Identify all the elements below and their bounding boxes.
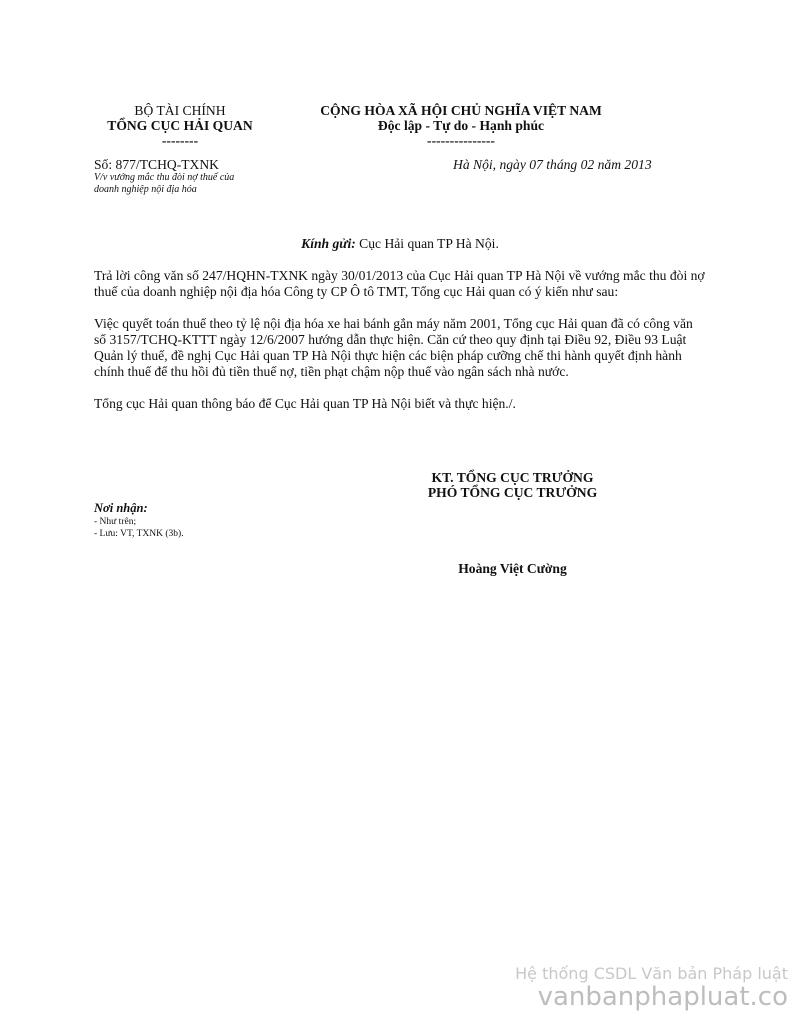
nation-motto: Độc lập - Tự do - Hạnh phúc — [377, 118, 545, 133]
agency-department: TỔNG CỤC HẢI QUAN — [107, 118, 253, 133]
signature-title — [395, 470, 630, 500]
doc-subject — [94, 172, 234, 196]
nation-separator: --------------- — [427, 133, 495, 148]
body-paragraph-3: Tổng cục Hải quan thông báo để Cục Hải quan TP Hà Nội biết và thực hiện./. — [94, 396, 516, 411]
agency-ministry: BỘ TÀI CHÍNH — [134, 103, 226, 118]
signer-name: Hoàng Việt Cường — [458, 561, 567, 576]
agency-separator: -------- — [161, 133, 199, 148]
recipients-list — [94, 516, 184, 540]
watermark-line1: Hệ thống CSDL Văn bản Pháp luật — [515, 964, 788, 983]
nation-block — [300, 103, 622, 148]
recipient-name: Cục Hải quan TP Hà Nội. — [355, 236, 499, 251]
body-paragraph-2: Việc quyết toán thuế theo tỷ lệ nội địa hóa xe hai bánh gắn máy năm 2001, Tổng cục Hải quan đã có công văn số 3157/TCHQ-KTTT ngày 12/6/2007 hướng dẫn thực hiện. Căn cứ theo quy định tại Điều 92, Điều 93 Luật Quản lý thuế, đề nghị Cục Hải quan TP Hà Nội thực hiện các biện pháp cưỡng chế thi hành quyết định hành chính thuế để thu hồi đủ tiền thuế nợ, tiền phạt chậm nộp thuế vào ngân sách nhà nước. — [94, 316, 693, 379]
doc-number: Số: 877/TCHQ-TXNK — [94, 157, 219, 172]
recipients-label: Nơi nhận: — [94, 501, 148, 515]
doc-subject-line2: doanh nghiệp nội địa hóa — [94, 184, 197, 195]
body-paragraph-1: Trả lời công văn số 247/HQHN-TXNK ngày 30/01/2013 của Cục Hải quan TP Hà Nội về vướng mắc thu đòi nợ thuế của doanh nghiệp nội địa hóa Công ty CP Ô tô TMT, Tổng cục Hải quan có ý kiến như sau: — [94, 268, 705, 299]
recipients-item: - Lưu: VT, TXNK (3b). — [94, 529, 184, 539]
place-date: Hà Nội, ngày 07 tháng 02 năm 2013 — [453, 157, 652, 172]
signature-title-line2: PHÓ TỔNG CỤC TRƯỞNG — [427, 485, 598, 500]
recipient-line — [200, 236, 600, 252]
signature-title-line1: KT. TỔNG CỤC TRƯỞNG — [431, 470, 594, 485]
nation-title: CỘNG HÒA XÃ HỘI CHỦ NGHĨA VIỆT NAM — [320, 103, 602, 118]
agency-block — [80, 103, 280, 148]
doc-subject-line1: V/v vướng mắc thu đòi nợ thuế của — [94, 172, 235, 183]
watermark-line2: vanbanphapluat.co — [537, 982, 788, 1012]
recipient-label: Kính gửi: — [301, 236, 356, 251]
recipients-item: - Như trên; — [94, 517, 137, 527]
